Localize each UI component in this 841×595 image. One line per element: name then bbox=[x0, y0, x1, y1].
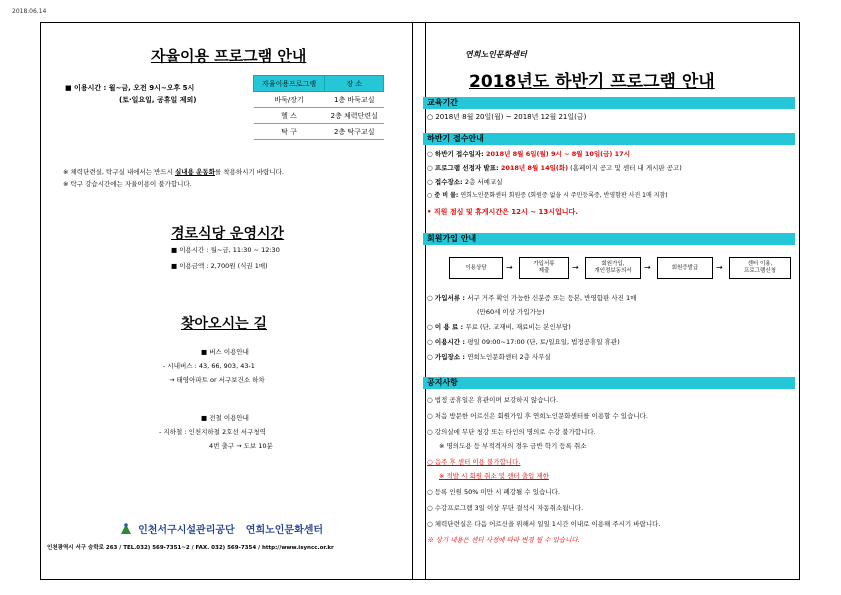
registration-docs: ○ 준 비 물: 연희노인문화센터 회원증 (회원증 없을 시 주민등록증, 반영함판 사진 1매 지참) bbox=[427, 192, 668, 199]
membership-heading: 회원가입 안내 bbox=[423, 233, 795, 245]
notice-item: ○ 체력단련실은 다음 어르신을 위해서 일일 1시간 이내로 이용해 주시기 바랍니다. bbox=[427, 520, 661, 528]
footer-logo bbox=[119, 518, 323, 537]
notices-heading: 공지사항 bbox=[423, 377, 795, 389]
table-row bbox=[254, 108, 384, 124]
flow-arrow-icon: → bbox=[716, 263, 723, 272]
program-table bbox=[253, 75, 384, 140]
cafeteria-hours: ■ 이용시간 : 월~금, 11:30 ~ 12:30 bbox=[171, 246, 280, 254]
notice-item: ○ 등록 인원 50% 미만 시 폐강될 수 있습니다. bbox=[427, 488, 560, 496]
notice-alcohol: ○ 음주 후 센터 이용 불가합니다. bbox=[427, 458, 521, 466]
flow-step: 이용상담 bbox=[449, 257, 503, 279]
table-header: 장 소 bbox=[325, 76, 384, 92]
center-script-label: 연희노인문화센터 bbox=[465, 49, 527, 59]
membership-docs: ○ 가입서류 : 서구 거주 확인 가능한 신분증 또는 등본, 반영함판 사진 1매 bbox=[427, 294, 637, 302]
flow-step: 회원가입, 개인정보동의서 bbox=[585, 257, 641, 279]
org-name: 인천서구시설관리공단 bbox=[138, 525, 235, 536]
table-cell: 2층 체력단련실 bbox=[325, 108, 384, 124]
membership-age-note: (만60세 이상 가입가능) bbox=[477, 308, 545, 316]
shoes-emphasis: 실내용 운동화 bbox=[175, 168, 215, 176]
pingpong-note: ※ 탁구 강습시간에는 자율이용이 불가합니다. bbox=[63, 180, 192, 188]
directions-title: 찾아오시는 길 bbox=[181, 316, 268, 332]
announcement-date: ○ 프로그램 선정자 발표: 2018년 8월 14일(화) (홈페이지 공고 및 센터 내 게시판 공고) bbox=[427, 164, 682, 172]
usage-hours-note: (토·일요일, 공휴일 제외) bbox=[119, 96, 197, 104]
main-title: 2018년도 하반기 프로그램 안내 bbox=[469, 72, 715, 92]
edu-period-text: ○ 2018년 8월 20일(월) ~ 2018년 12월 21일(금) bbox=[427, 113, 587, 121]
membership-place: ○ 가입장소 : 연희노인문화센터 2층 사무실 bbox=[427, 353, 551, 361]
flow-step: 센터 이용, 프로그램신청 bbox=[729, 257, 791, 279]
membership-fee: ○ 이 용 료 : 무료 (단, 교재비, 재료비는 본인부담) bbox=[427, 323, 571, 331]
self-use-title: 자율이용 프로그램 안내 bbox=[151, 47, 307, 65]
subway-heading: ■ 전철 이용안내 bbox=[201, 414, 249, 422]
table-cell: 헬 스 bbox=[254, 108, 325, 124]
left-panel bbox=[40, 22, 426, 580]
table-cell: 탁 구 bbox=[254, 124, 325, 140]
org-logo-icon bbox=[119, 522, 133, 536]
handwritten-note: ※ 상기 내용은 센터 사정에 따라 변경 될 수 있습니다. bbox=[427, 536, 580, 544]
right-panel bbox=[412, 22, 800, 580]
flow-step: 회원증발급 bbox=[657, 257, 713, 279]
registration-heading: 하반기 접수안내 bbox=[423, 133, 795, 145]
edu-period-heading: 교육기간 bbox=[423, 97, 795, 109]
usage-hours: ■ 이용시간 : 월~금, 오전 9시~오후 5시 bbox=[65, 84, 195, 92]
bus-heading: ■ 버스 이용안내 bbox=[201, 348, 249, 356]
table-cell: 1층 바둑교실 bbox=[325, 92, 384, 108]
table-row bbox=[254, 124, 384, 140]
table-header: 자율이용프로그램 bbox=[254, 76, 325, 92]
notice-item: ※ 명의도용 등 부적격자의 경우 금반 학기 등록 취소 bbox=[439, 442, 587, 450]
notice-item: ○ 수강프로그램 3일 이상 무단 결석시 자동취소됩니다. bbox=[427, 504, 584, 512]
bus-lines: - 시내버스 : 43, 66, 903, 43-1 bbox=[163, 362, 255, 370]
table-cell: 2층 탁구교실 bbox=[325, 124, 384, 140]
notice-item: ○ 강의실에 무단 청강 또는 타인의 명의로 수강 불가합니다. bbox=[427, 428, 596, 436]
cafeteria-title: 경로식당 운영시간 bbox=[171, 226, 285, 242]
flow-arrow-icon: → bbox=[644, 263, 651, 272]
flow-step: 가입서류 제출 bbox=[519, 257, 569, 279]
lunch-break-note: • 직원 점심 및 휴게시간은 12시 ~ 13시입니다. bbox=[427, 208, 578, 216]
registration-period: ○ 하반기 접수일자: 2018년 8월 6일(월) 9시 ~ 8월 10일(금) 17시 bbox=[427, 150, 630, 158]
notice-item: ○ 처음 방문한 어르신은 회원가입 후 연희노인문화센터를 이용할 수 있습니다. bbox=[427, 412, 648, 420]
footer-address: 인천광역시 서구 승학로 263 / TEL.032) 569-7351~2 / FAX. 032) 569-7354 / http://www.isyncc.or.kr bbox=[47, 545, 334, 551]
flow-arrow-icon: → bbox=[572, 263, 579, 272]
bus-stop: → 태영아파트 or 서구보건소 하차 bbox=[169, 376, 265, 384]
membership-hours: ○ 이용시간 : 평일 09:00~17:00 (단, 토/일요일, 법정공휴일 휴관) bbox=[427, 338, 620, 346]
table-row bbox=[254, 92, 384, 108]
flow-arrow-icon: → bbox=[506, 263, 513, 272]
center-name: 연희노인문화센터 bbox=[245, 525, 324, 536]
subway-exit: 4번 출구 → 도보 10분 bbox=[209, 442, 273, 450]
subway-line: - 지하철 : 인천지하철 2호선 서구청역 bbox=[159, 428, 266, 436]
notice-alcohol-penalty: ※ 적발 시 회원 취소 및 센터 출입 제한 bbox=[439, 472, 549, 480]
notice-item: ○ 법정 공휴일은 휴관이며 보강하지 않습니다. bbox=[427, 396, 559, 404]
table-cell: 바둑/장기 bbox=[254, 92, 325, 108]
print-date: 2018.06.14 bbox=[12, 8, 47, 15]
registration-place: ○ 접수장소: 2층 서예교실 bbox=[427, 178, 503, 186]
shoes-note: ※ 체력단련실, 탁구실 내에서는 반드시 실내용 운동화를 착용하시기 바랍니다. bbox=[63, 168, 284, 176]
cafeteria-price: ■ 이용금액 : 2,700원 (식권 1매) bbox=[171, 262, 268, 270]
